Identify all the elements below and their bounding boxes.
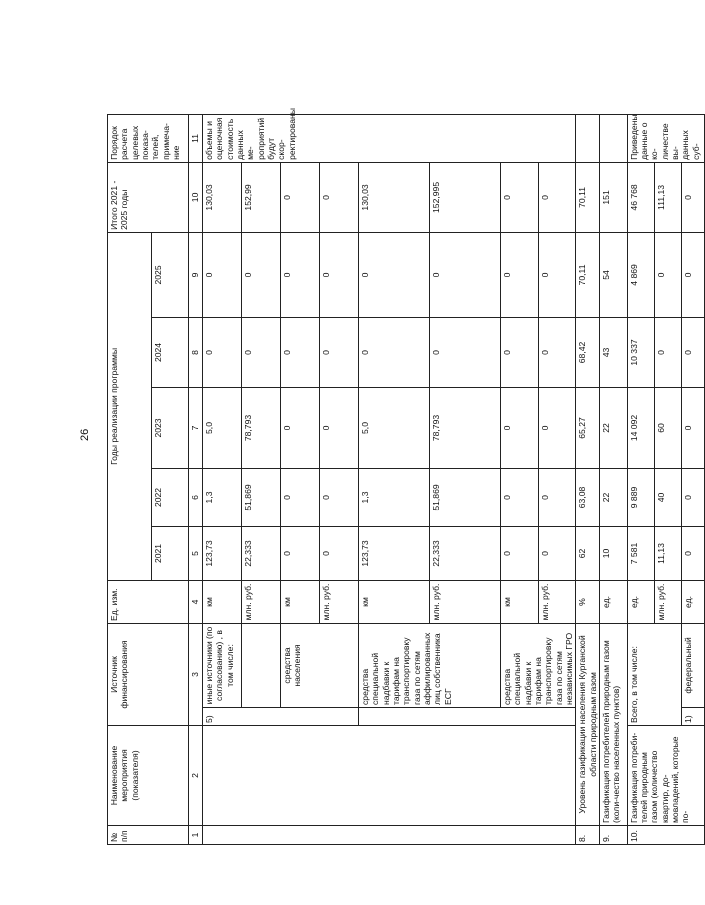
header-2022: 2022 — [152, 468, 189, 526]
cell-total: 151 — [599, 162, 627, 232]
cell-total: 130,03 — [359, 162, 430, 232]
cell-2023: 78,793 — [242, 387, 281, 468]
table-row — [576, 59, 600, 844]
header-name: Наименование мероприятия (показателя) — [108, 726, 189, 826]
cell-2021: 22,333 — [430, 526, 501, 580]
program-table — [107, 59, 705, 845]
header-years-group: Годы реализации программы — [108, 232, 152, 580]
col-number: 9 — [189, 232, 203, 317]
row-unit: млн. руб. — [320, 580, 359, 623]
row-unit: км — [501, 580, 539, 623]
cell-2021: 11,13 — [654, 526, 681, 580]
cell-2025: 0 — [501, 232, 539, 317]
cell-2022: 51,869 — [242, 468, 281, 526]
cell-2025: 0 — [430, 232, 501, 317]
cell-2023: 0 — [538, 387, 576, 468]
col-number: 2 — [189, 726, 203, 826]
header-unit: Ед. изм. — [108, 580, 189, 623]
row-unit: ед. — [681, 580, 704, 623]
header-total: Итого 2021 - 2025 годы — [108, 162, 189, 232]
header-method: Порядок расчета целевых показа-телей, примеча-ние — [108, 114, 189, 162]
row-unit: млн. руб. — [654, 580, 681, 623]
header-2025: 2025 — [152, 232, 189, 317]
table-row — [203, 59, 242, 844]
cell-2024: 0 — [359, 317, 430, 387]
cell-2025: 0 — [538, 232, 576, 317]
cell-2024: 0 — [430, 317, 501, 387]
cell-total: 0 — [281, 162, 320, 232]
cell-total: 152,99 — [242, 162, 281, 232]
row-unit: % — [576, 580, 600, 623]
col-number: 8 — [189, 317, 203, 387]
col-number: 5 — [189, 526, 203, 580]
cell-2023: 0 — [281, 387, 320, 468]
cell-2021: 62 — [576, 526, 600, 580]
row-source: иные источники (по согласованию) , в том числе: — [203, 623, 242, 707]
cell-2021: 7 581 — [627, 526, 654, 580]
cell-2025: 0 — [681, 232, 704, 317]
cell-2021: 0 — [320, 526, 359, 580]
row-subindex-empty — [359, 708, 576, 726]
row-unit: км — [281, 580, 320, 623]
cell-2025: 0 — [654, 232, 681, 317]
cell-2024: 10 337 — [627, 317, 654, 387]
cell-2022: 22 — [599, 468, 627, 526]
row-note: Приведены данные о ко-личестве вы-данных суб- — [627, 114, 704, 162]
cell-total: 152,995 — [430, 162, 501, 232]
row-no: 10. — [627, 826, 704, 845]
rotated-page — [107, 60, 701, 845]
cell-2023: 14 092 — [627, 387, 654, 468]
col-number: 10 — [189, 162, 203, 232]
row-no: 8. — [576, 826, 600, 845]
cell-2024: 0 — [538, 317, 576, 387]
page-number: 26 — [79, 428, 91, 441]
cell-2023: 5,0 — [359, 387, 430, 468]
cell-2021: 22,333 — [242, 526, 281, 580]
cell-2023: 60 — [654, 387, 681, 468]
col-number: 1 — [189, 826, 203, 845]
cell-2023: 65,27 — [576, 387, 600, 468]
cell-total: 0 — [501, 162, 539, 232]
row-source: федеральный — [681, 623, 704, 707]
cell-total: 46 768 — [627, 162, 654, 232]
cell-2022: 40 — [654, 468, 681, 526]
cell-2025: 4 869 — [627, 232, 654, 317]
cell-2021: 123,73 — [203, 526, 242, 580]
row-unit: ед. — [599, 580, 627, 623]
row-source: средства специальной надбавки к тарифам на транспортировку газа по сетям независимых ГРО — [501, 623, 576, 707]
row-unit: млн. руб. — [242, 580, 281, 623]
cell-2025: 0 — [242, 232, 281, 317]
cell-2022: 9 889 — [627, 468, 654, 526]
col-number: 3 — [189, 623, 203, 725]
row-source: Всего, в том числе: — [627, 623, 681, 725]
col-number: 4 — [189, 580, 203, 623]
cell-2025: 54 — [599, 232, 627, 317]
cell-2022: 0 — [681, 468, 704, 526]
cell-total: 130,03 — [203, 162, 242, 232]
cell-2024: 0 — [501, 317, 539, 387]
header-2023: 2023 — [152, 387, 189, 468]
cell-2023: 0 — [681, 387, 704, 468]
row-source: средства специальной надбавки к тарифам на транспортировку газа по сетям аффилированных лиц собственника ЕСГ — [359, 623, 501, 707]
row-no — [203, 826, 576, 845]
cell-2022: 0 — [501, 468, 539, 526]
column-number-row — [189, 59, 203, 844]
row-no: 9. — [599, 826, 627, 845]
cell-2024: 0 — [320, 317, 359, 387]
row-unit: км — [203, 580, 242, 623]
cell-2021: 10 — [599, 526, 627, 580]
cell-2022: 0 — [320, 468, 359, 526]
cell-2023: 5,0 — [203, 387, 242, 468]
cell-2024: 0 — [242, 317, 281, 387]
row-name: Газификация потребителей природным газом (коли-чество населенных пунктов) — [599, 623, 627, 825]
cell-2025: 0 — [281, 232, 320, 317]
cell-2024: 0 — [654, 317, 681, 387]
table-row — [627, 59, 654, 844]
col-number: 7 — [189, 387, 203, 468]
row-note — [599, 114, 627, 162]
cell-2022: 51,869 — [430, 468, 501, 526]
col-number: 6 — [189, 468, 203, 526]
row-note — [576, 114, 600, 162]
cell-total: 0 — [538, 162, 576, 232]
header-2024: 2024 — [152, 317, 189, 387]
header-no: № п/п — [108, 826, 189, 845]
cell-2023: 78,793 — [430, 387, 501, 468]
cell-2023: 22 — [599, 387, 627, 468]
cell-total: 111,13 — [654, 162, 681, 232]
cell-2024: 68,42 — [576, 317, 600, 387]
row-name — [203, 726, 576, 826]
cell-2021: 0 — [281, 526, 320, 580]
cell-2024: 43 — [599, 317, 627, 387]
row-name: Уровень газификации населения Курганской области природным газом — [576, 623, 600, 825]
cell-2025: 0 — [359, 232, 430, 317]
cell-2025: 0 — [320, 232, 359, 317]
col-number: 11 — [189, 114, 203, 162]
row-source — [242, 623, 281, 707]
cell-2022: 1,3 — [203, 468, 242, 526]
header-row — [108, 59, 152, 844]
row-unit: млн. руб. — [430, 580, 501, 623]
row-note: объемы и оценочная стоимость данных ме-роприятий будут скор-ректированы — [203, 114, 576, 162]
cell-2024: 0 — [203, 317, 242, 387]
row-unit: км — [359, 580, 430, 623]
cell-2025: 0 — [203, 232, 242, 317]
cell-total: 0 — [320, 162, 359, 232]
cell-2022: 1,3 — [359, 468, 430, 526]
cell-2023: 0 — [320, 387, 359, 468]
cell-2024: 0 — [681, 317, 704, 387]
cell-2022: 63,08 — [576, 468, 600, 526]
cell-2021: 0 — [501, 526, 539, 580]
row-unit: ед. — [627, 580, 654, 623]
cell-2021: 0 — [538, 526, 576, 580]
header-2021: 2021 — [152, 526, 189, 580]
cell-total: 70,11 — [576, 162, 600, 232]
cell-2023: 0 — [501, 387, 539, 468]
row-subindex: 1) — [681, 708, 704, 726]
table-row — [599, 59, 627, 844]
header-source: Источник финансирования — [108, 623, 189, 725]
cell-total: 0 — [681, 162, 704, 232]
row-name: Газификация потреби-телей природным газом (количество квартир, до-мовладений, которые по- — [627, 726, 704, 826]
row-unit: млн. руб. — [538, 580, 576, 623]
cell-2022: 0 — [281, 468, 320, 526]
row-source: средства населения — [281, 623, 359, 707]
cell-2022: 0 — [538, 468, 576, 526]
cell-2021: 123,73 — [359, 526, 430, 580]
cell-2021: 0 — [681, 526, 704, 580]
row-subindex: 5) — [203, 708, 359, 726]
cell-2025: 70,11 — [576, 232, 600, 317]
cell-2024: 0 — [281, 317, 320, 387]
